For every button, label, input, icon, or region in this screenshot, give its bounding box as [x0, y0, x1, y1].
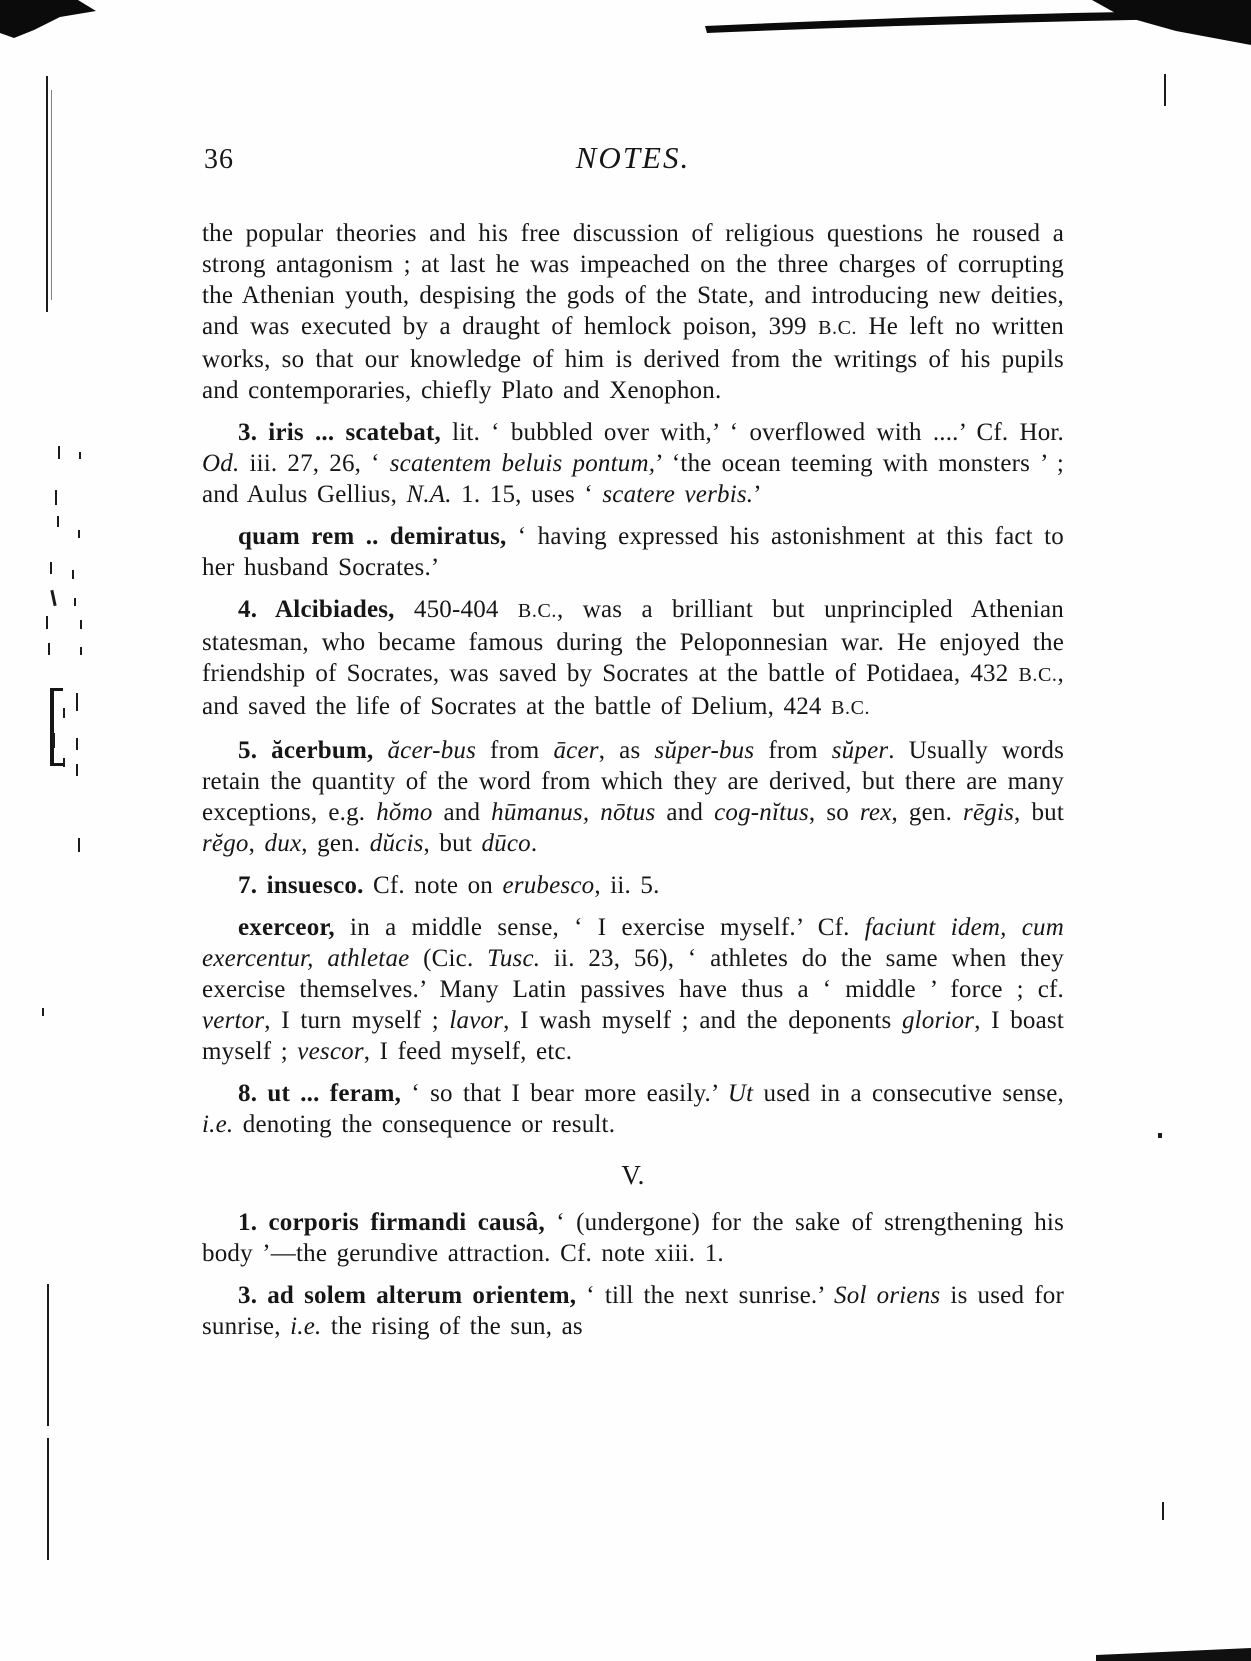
scan-mark	[63, 758, 65, 767]
scan-mark	[76, 764, 78, 776]
text-run: 8. ut ... feram,	[238, 1080, 402, 1107]
scan-mark	[63, 708, 65, 718]
text-run: (Cic.	[409, 945, 488, 972]
text-run: Sol oriens	[834, 1282, 941, 1309]
scan-mark	[46, 616, 48, 629]
scan-mark	[52, 733, 55, 748]
scan-mark	[76, 693, 78, 711]
torn-corner-top-right	[1092, 0, 1251, 45]
page-number: 36	[204, 144, 234, 175]
text-run: , I turn myself ;	[264, 1007, 450, 1034]
text-run: from	[754, 737, 832, 764]
scan-mark	[42, 1008, 44, 1016]
text-run: He left no written works, so that our knowledge of him is derived from the writings of his pupils and contemporaries, chiefly Plato and Xenophon.	[202, 313, 1064, 404]
scan-mark	[55, 490, 57, 505]
text-run: 3. ad solem alterum orientem,	[238, 1282, 577, 1309]
text-run: ācer	[553, 737, 599, 764]
text-run: sŭper	[831, 737, 889, 764]
text-run: the popular theories and his free discussion of religious questions he roused a strong antagonism ; at last he was impeached on the three charges of corrupting the Athenian youth, despising the gods of the State, and introducing new deities, and was executed by a draught of hemlock poison, 399	[202, 220, 1064, 340]
text-run: from	[476, 737, 554, 764]
text-run: ‘ having expressed his astonishment at this fact to her husband Socrates.’	[202, 523, 1064, 581]
text-run: lavor	[449, 1007, 504, 1034]
ink-streak-top-right	[705, 12, 1182, 33]
scan-mark	[78, 838, 80, 852]
text-run: 5. ăcerbum,	[238, 737, 374, 764]
scan-mark	[76, 738, 78, 750]
text-run: vescor	[297, 1038, 364, 1065]
scan-mark	[72, 570, 74, 579]
text-run: B.C.	[831, 697, 871, 719]
scan-mark	[47, 1284, 49, 1426]
text-run: rex	[859, 799, 892, 826]
text-run: , and saved the life of Socrates at the battle of Delium, 424	[202, 660, 1064, 720]
text-run: B.C.	[1018, 664, 1058, 686]
text-run: scatere verbis.	[602, 481, 754, 508]
scan-mark	[50, 562, 52, 574]
paragraph	[202, 417, 1064, 510]
text-run: , as	[598, 737, 655, 764]
scan-mark	[46, 76, 48, 312]
scan-mark	[1162, 1502, 1164, 1520]
scan-mark	[47, 1438, 49, 1560]
text-run: erubesco	[502, 872, 595, 899]
text-run: and	[432, 799, 492, 826]
text-run: N.A.	[406, 481, 452, 508]
text-run: ’ ‘the ocean teeming with monsters ’ ; and Aulus Gellius,	[202, 450, 1064, 508]
text-run: .	[530, 830, 538, 857]
paragraph	[202, 218, 1064, 406]
text-run: used in a consecutive sense,	[753, 1080, 1065, 1107]
text-run: , was a brilliant but unprincipled Athenian statesman, who became famous during the Peloponnesian war. He enjoyed the friendship of Socrates, was saved by Socrates at the battle of Potidaea, 432	[202, 596, 1064, 687]
text-body	[202, 218, 1064, 1342]
text-run: scatentem beluis pontum,	[389, 450, 656, 477]
text-run: 1. corporis firmandi causâ,	[238, 1209, 545, 1236]
paragraph	[202, 1207, 1064, 1269]
text-run: i.e.	[290, 1313, 322, 1340]
text-run: the rising of the sun, as	[321, 1313, 583, 1340]
text-run: , gen.	[891, 799, 964, 826]
text-run: denoting the consequence or result.	[233, 1111, 616, 1138]
scan-mark	[1158, 1133, 1162, 1138]
text-run: . Usually words retain the quantity of the word from which they are derived, but there are many exceptions, e.g.	[202, 737, 1065, 826]
text-run: Cf. note on	[363, 872, 503, 899]
text-run: ‘ so that I bear more easily.’	[401, 1080, 728, 1107]
scan-mark	[51, 90, 52, 300]
text-run: i.e.	[202, 1111, 234, 1138]
paragraph	[202, 521, 1064, 583]
text-run: ăcer-bus	[387, 737, 477, 764]
text-run: rĕgo	[202, 830, 249, 857]
text-run: 450-404	[394, 596, 518, 623]
text-run	[373, 737, 387, 764]
scan-mark	[80, 647, 82, 655]
text-run: exerceor,	[238, 914, 335, 941]
text-run: , so	[808, 799, 860, 826]
section-heading	[202, 1160, 1064, 1191]
scan-mark	[80, 620, 82, 629]
scan-mark	[79, 452, 81, 459]
text-run: iii. 27, 26, ‘	[239, 450, 390, 477]
paragraph	[202, 594, 1064, 724]
scan-mark	[1164, 74, 1166, 106]
paragraph	[202, 870, 1064, 901]
text-run: 4. Alcibiades,	[238, 596, 395, 623]
text-run: ‘ till the next sunrise.’	[576, 1282, 835, 1309]
text-run: , ii. 5.	[594, 872, 660, 899]
text-block	[202, 140, 1064, 1353]
text-run: B.C.	[818, 317, 858, 339]
text-run: faciunt idem, cum exercentur, athletae	[202, 914, 1064, 972]
text-run: vertor	[202, 1007, 265, 1034]
text-run: ii. 23, 56), ‘ athletes do the same when they exercise themselves.’ Many Latin passives have thus a ‘ middle ’ force ; cf.	[202, 945, 1064, 1003]
scan-mark	[50, 590, 56, 606]
paragraph	[202, 1280, 1064, 1342]
text-run: hŏmo	[376, 799, 433, 826]
text-run: cog-nĭtus	[714, 799, 809, 826]
text-run: 1. 15, uses ‘	[451, 481, 603, 508]
torn-corner-top-left	[0, 0, 96, 38]
scan-mark	[48, 643, 50, 655]
text-run: sŭper-bus	[654, 737, 755, 764]
text-run: and	[655, 799, 715, 826]
text-run: Tusc.	[487, 945, 541, 972]
text-run: V.	[621, 1160, 645, 1190]
text-run: B.C.	[517, 600, 557, 622]
text-run: , gen.	[301, 830, 370, 857]
scan-bracket-mark	[50, 688, 63, 766]
paragraph	[202, 735, 1064, 859]
text-run: dūco	[481, 830, 531, 857]
text-run: ‘ (undergone) for the sake of strengthening his body ’—the gerundive attraction. Cf. note xiii. 1.	[202, 1209, 1064, 1267]
text-run: 7. insuesco.	[238, 872, 364, 899]
text-run: , I boast myself ;	[202, 1007, 1064, 1065]
text-run: dux	[264, 830, 302, 857]
paragraph	[202, 912, 1064, 1067]
page-header	[202, 140, 1064, 184]
text-run: dŭcis	[369, 830, 424, 857]
text-run: , I wash myself ; and the deponents	[503, 1007, 902, 1034]
text-run: ’	[753, 481, 762, 508]
text-run: rēgis	[963, 799, 1015, 826]
scan-mark	[74, 598, 76, 606]
scan-mark	[58, 446, 60, 459]
text-run: Od.	[202, 450, 240, 477]
scan-mark	[78, 530, 80, 538]
paragraph	[202, 1078, 1064, 1140]
text-run: lit. ‘ bubbled over with,’ ‘ overflowed with ....’ Cf. Hor.	[440, 419, 1064, 446]
scan-mark	[57, 516, 59, 527]
running-title: NOTES.	[575, 140, 691, 175]
ink-streak-bottom-right	[1096, 1648, 1251, 1661]
text-run: 3. iris ... scatebat,	[238, 419, 441, 446]
text-run: is used for sunrise,	[202, 1282, 1064, 1340]
text-run: , I feed myself, etc.	[363, 1038, 573, 1065]
text-run: hūmanus, nōtus	[491, 799, 656, 826]
text-run: in a middle sense, ‘ I exercise myself.’ Cf.	[334, 914, 865, 941]
text-run: , but	[1014, 799, 1065, 826]
text-run: quam rem .. demiratus,	[238, 523, 507, 550]
text-run: , but	[423, 830, 482, 857]
text-run: ,	[248, 830, 265, 857]
text-run: glorior	[901, 1007, 975, 1034]
text-run: Ut	[727, 1080, 754, 1107]
